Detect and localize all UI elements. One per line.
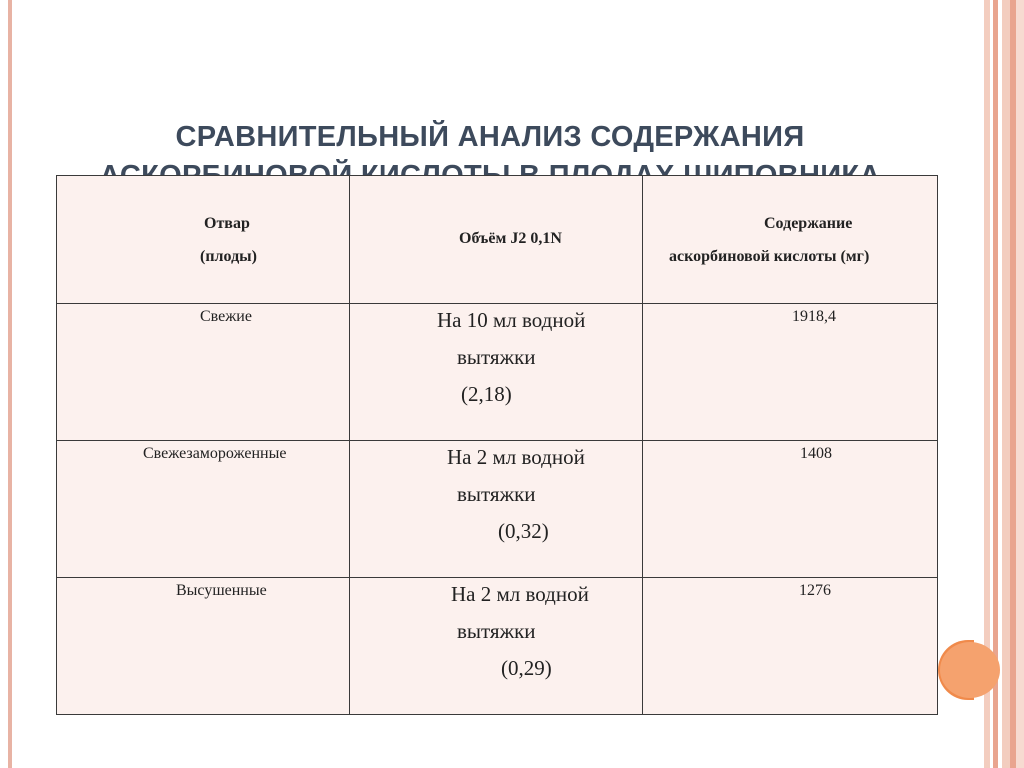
row-volume-cell [350,441,643,578]
slide-title [60,118,920,174]
row-name-cell [57,304,350,441]
header-cell-decoction [57,176,350,304]
row-name-cell [57,578,350,715]
row-volume-value: (0,32) [498,519,549,543]
row-volume-line1: На 2 мл водной [447,445,585,469]
table-row [57,578,938,715]
header-cell-content [643,176,938,304]
accent-circle [938,640,974,700]
row-content-cell [643,441,938,578]
row-content-cell [643,578,938,715]
header-fruits-label: (плоды) [200,248,257,265]
row-volume-line2: вытяжки [457,482,536,506]
row-volume-line1: На 10 мл водной [437,308,586,332]
row-name-cell [57,441,350,578]
row-content-value: 1408 [800,445,832,462]
row-name: Свежезамороженные [143,445,287,462]
table-header-row [57,176,938,304]
left-border-line [8,0,12,768]
header-content-label: Содержание [764,215,853,232]
header-cell-volume [350,176,643,304]
row-content-value: 1276 [799,582,831,599]
title-line-1: СРАВНИТЕЛЬНЫЙ АНАЛИЗ СОДЕРЖАНИЯ [175,121,805,153]
row-volume-cell [350,578,643,715]
comparison-table [56,175,938,715]
row-content-value: 1918,4 [792,308,836,325]
header-decoction-label: Отвар [204,215,250,232]
header-ascorbic-label: аскорбиновой кислоты (мг) [669,248,870,265]
row-volume-line2: вытяжки [457,345,536,369]
row-volume-value: (2,18) [461,382,512,406]
row-name: Свежие [200,308,252,325]
row-content-cell [643,304,938,441]
row-volume-value: (0,29) [501,656,552,680]
row-volume-cell [350,304,643,441]
header-volume-label: Объём J2 0,1N [459,230,562,247]
table-row [57,304,938,441]
row-name: Высушенные [176,582,267,599]
row-volume-line2: вытяжки [457,619,536,643]
row-volume-line1: На 2 мл водной [451,582,589,606]
table-row [57,441,938,578]
title-line-2 [60,156,920,174]
